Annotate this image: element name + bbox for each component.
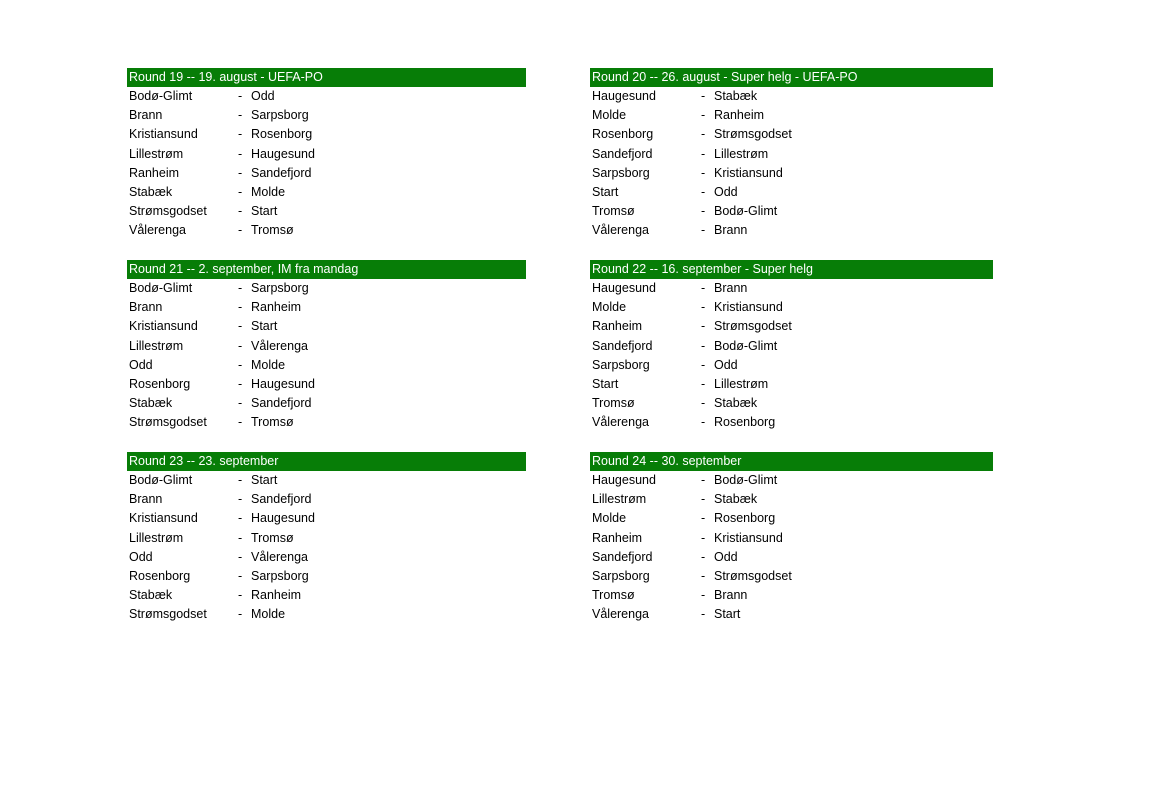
away-team: Stabæk xyxy=(714,89,758,103)
match-separator: - xyxy=(238,376,243,391)
away-team: Ranheim xyxy=(251,300,302,315)
match-separator: - xyxy=(701,549,706,564)
round-block xyxy=(590,260,993,433)
match-separator: - xyxy=(238,492,243,507)
match-row xyxy=(127,605,526,624)
away-team: Start xyxy=(251,204,278,219)
home-team: Lillestrøm xyxy=(592,492,647,507)
match-row xyxy=(590,298,993,317)
match-row xyxy=(590,202,993,221)
match-separator: - xyxy=(701,511,706,526)
home-team: Bodø-Glimt xyxy=(129,89,193,103)
home-team: Sandefjord xyxy=(592,338,653,353)
match-separator: - xyxy=(701,415,706,430)
home-team: Vålerenga xyxy=(129,223,186,238)
match-separator: - xyxy=(238,588,243,603)
home-team: Stabæk xyxy=(129,588,173,603)
match-separator: - xyxy=(238,146,243,161)
away-team: Odd xyxy=(714,357,738,372)
match-row xyxy=(127,394,526,413)
round-header: Round 22 -- 16. september - Super helg xyxy=(590,260,993,279)
home-team: Strømsgodset xyxy=(129,204,207,219)
match-separator: - xyxy=(701,165,706,180)
home-team: Tromsø xyxy=(592,588,635,603)
away-team: Strømsgodset xyxy=(714,568,792,583)
round-block xyxy=(590,452,993,625)
away-team: Sarpsborg xyxy=(251,108,309,123)
round-block xyxy=(127,260,526,433)
home-team: Tromsø xyxy=(592,396,635,411)
home-team: Lillestrøm xyxy=(129,146,184,161)
away-team: Molde xyxy=(251,357,286,372)
match-row xyxy=(127,221,526,240)
match-separator: - xyxy=(238,184,243,199)
away-team: Rosenborg xyxy=(251,127,313,142)
match-separator: - xyxy=(238,300,243,315)
round-header: Round 19 -- 19. august - UEFA-PO xyxy=(127,68,526,87)
away-team: Brann xyxy=(714,281,748,295)
home-team: Vålerenga xyxy=(592,223,649,238)
match-separator: - xyxy=(701,357,706,372)
match-separator: - xyxy=(238,281,243,295)
match-row xyxy=(127,356,526,375)
round-header: Round 20 -- 26. august - Super helg - UEFA-PO xyxy=(590,68,993,87)
home-team: Bodø-Glimt xyxy=(129,473,193,487)
home-team: Ranheim xyxy=(129,165,180,180)
home-team: Lillestrøm xyxy=(129,338,184,353)
home-team: Kristiansund xyxy=(129,511,198,526)
match-separator: - xyxy=(701,376,706,391)
match-separator: - xyxy=(701,530,706,545)
away-team: Haugesund xyxy=(251,376,315,391)
match-row xyxy=(590,413,993,432)
home-team: Odd xyxy=(129,357,153,372)
match-row xyxy=(590,279,993,298)
match-row xyxy=(590,356,993,375)
home-team: Rosenborg xyxy=(592,127,654,142)
home-team: Odd xyxy=(129,549,153,564)
away-team: Tromsø xyxy=(251,223,294,238)
match-row xyxy=(590,509,993,528)
match-row xyxy=(127,145,526,164)
home-team: Start xyxy=(592,376,619,391)
home-team: Stabæk xyxy=(129,184,173,199)
match-separator: - xyxy=(701,223,706,238)
away-team: Haugesund xyxy=(251,146,315,161)
match-separator: - xyxy=(701,568,706,583)
away-team: Sandefjord xyxy=(251,396,312,411)
away-team: Start xyxy=(251,473,278,487)
match-row xyxy=(127,548,526,567)
home-team: Vålerenga xyxy=(592,415,649,430)
home-team: Stabæk xyxy=(129,396,173,411)
match-separator: - xyxy=(238,473,243,487)
match-row xyxy=(590,221,993,240)
home-team: Kristiansund xyxy=(129,319,198,334)
match-row xyxy=(127,375,526,394)
match-separator: - xyxy=(238,338,243,353)
home-team: Sandefjord xyxy=(592,146,653,161)
match-separator: - xyxy=(238,89,243,103)
match-separator: - xyxy=(701,607,706,622)
home-team: Brann xyxy=(129,108,163,123)
round-block xyxy=(127,452,526,625)
home-team: Haugesund xyxy=(592,89,656,103)
match-row xyxy=(590,164,993,183)
match-row xyxy=(127,337,526,356)
match-row xyxy=(590,317,993,336)
match-row xyxy=(127,413,526,432)
away-team: Sandefjord xyxy=(251,165,312,180)
match-separator: - xyxy=(701,204,706,219)
home-team: Haugesund xyxy=(592,281,656,295)
away-team: Kristiansund xyxy=(714,165,783,180)
match-separator: - xyxy=(238,511,243,526)
away-team: Vålerenga xyxy=(251,338,308,353)
away-team: Odd xyxy=(251,89,275,103)
match-row xyxy=(590,586,993,605)
home-team: Sarpsborg xyxy=(592,568,650,583)
match-separator: - xyxy=(238,223,243,238)
home-team: Molde xyxy=(592,300,627,315)
round-header: Round 23 -- 23. september xyxy=(127,452,526,471)
away-team: Strømsgodset xyxy=(714,127,792,142)
match-row xyxy=(127,471,526,490)
match-row xyxy=(127,202,526,221)
match-separator: - xyxy=(701,492,706,507)
match-separator: - xyxy=(238,396,243,411)
match-row xyxy=(127,87,526,106)
away-team: Tromsø xyxy=(251,530,294,545)
away-team: Tromsø xyxy=(251,415,294,430)
away-team: Start xyxy=(251,319,278,334)
match-row xyxy=(590,183,993,202)
away-team: Sarpsborg xyxy=(251,568,309,583)
away-team: Brann xyxy=(714,588,748,603)
match-row xyxy=(590,394,993,413)
home-team: Start xyxy=(592,184,619,199)
away-team: Bodø-Glimt xyxy=(714,204,778,219)
away-team: Lillestrøm xyxy=(714,376,769,391)
away-team: Stabæk xyxy=(714,492,758,507)
home-team: Sandefjord xyxy=(592,549,653,564)
home-team: Ranheim xyxy=(592,530,643,545)
match-row xyxy=(127,125,526,144)
home-team: Brann xyxy=(129,492,163,507)
home-team: Brann xyxy=(129,300,163,315)
away-team: Kristiansund xyxy=(714,530,783,545)
home-team: Strømsgodset xyxy=(129,415,207,430)
match-row xyxy=(127,509,526,528)
away-team: Rosenborg xyxy=(714,511,776,526)
match-separator: - xyxy=(238,415,243,430)
match-row xyxy=(590,471,993,490)
match-row xyxy=(590,529,993,548)
match-row xyxy=(590,548,993,567)
away-team: Rosenborg xyxy=(714,415,776,430)
match-separator: - xyxy=(701,281,706,295)
home-team: Sarpsborg xyxy=(592,357,650,372)
home-team: Bodø-Glimt xyxy=(129,281,193,295)
match-row xyxy=(590,125,993,144)
match-separator: - xyxy=(238,357,243,372)
match-separator: - xyxy=(701,108,706,123)
away-team: Ranheim xyxy=(714,108,765,123)
match-row xyxy=(590,145,993,164)
home-team: Lillestrøm xyxy=(129,530,184,545)
away-team: Molde xyxy=(251,184,286,199)
match-row xyxy=(590,605,993,624)
away-team: Lillestrøm xyxy=(714,146,769,161)
match-row xyxy=(127,317,526,336)
match-row xyxy=(590,490,993,509)
away-team: Vålerenga xyxy=(251,549,308,564)
match-separator: - xyxy=(701,319,706,334)
match-row xyxy=(590,337,993,356)
match-separator: - xyxy=(238,530,243,545)
match-row xyxy=(127,164,526,183)
match-separator: - xyxy=(701,473,706,487)
home-team: Strømsgodset xyxy=(129,607,207,622)
away-team: Odd xyxy=(714,549,738,564)
away-team: Start xyxy=(714,607,741,622)
home-team: Rosenborg xyxy=(129,376,191,391)
away-team: Haugesund xyxy=(251,511,315,526)
match-separator: - xyxy=(701,338,706,353)
away-team: Odd xyxy=(714,184,738,199)
away-team: Bodø-Glimt xyxy=(714,473,778,487)
match-row xyxy=(590,87,993,106)
away-team: Strømsgodset xyxy=(714,319,792,334)
home-team: Molde xyxy=(592,511,627,526)
away-team: Stabæk xyxy=(714,396,758,411)
match-separator: - xyxy=(238,568,243,583)
home-team: Molde xyxy=(592,108,627,123)
match-separator: - xyxy=(238,607,243,622)
round-block xyxy=(590,68,993,241)
home-team: Vålerenga xyxy=(592,607,649,622)
home-team: Tromsø xyxy=(592,204,635,219)
match-separator: - xyxy=(701,300,706,315)
match-separator: - xyxy=(238,549,243,564)
match-separator: - xyxy=(701,89,706,103)
match-row xyxy=(127,490,526,509)
match-separator: - xyxy=(238,127,243,142)
home-team: Rosenborg xyxy=(129,568,191,583)
match-row xyxy=(127,529,526,548)
round-header: Round 24 -- 30. september xyxy=(590,452,993,471)
match-separator: - xyxy=(701,146,706,161)
round-header: Round 21 -- 2. september, IM fra mandag xyxy=(127,260,526,279)
home-team: Haugesund xyxy=(592,473,656,487)
away-team: Kristiansund xyxy=(714,300,783,315)
match-row xyxy=(127,298,526,317)
match-row xyxy=(127,183,526,202)
away-team: Sarpsborg xyxy=(251,281,309,295)
match-row xyxy=(127,586,526,605)
away-team: Molde xyxy=(251,607,286,622)
away-team: Ranheim xyxy=(251,588,302,603)
away-team: Brann xyxy=(714,223,748,238)
home-team: Kristiansund xyxy=(129,127,198,142)
match-row xyxy=(590,567,993,586)
home-team: Sarpsborg xyxy=(592,165,650,180)
match-row xyxy=(127,567,526,586)
away-team: Bodø-Glimt xyxy=(714,338,778,353)
match-row xyxy=(590,375,993,394)
match-row xyxy=(127,279,526,298)
match-separator: - xyxy=(701,184,706,199)
match-separator: - xyxy=(701,396,706,411)
away-team: Sandefjord xyxy=(251,492,312,507)
match-separator: - xyxy=(238,165,243,180)
match-separator: - xyxy=(238,319,243,334)
match-separator: - xyxy=(238,108,243,123)
match-separator: - xyxy=(701,588,706,603)
match-row xyxy=(590,106,993,125)
match-separator: - xyxy=(701,127,706,142)
round-block xyxy=(127,68,526,241)
home-team: Ranheim xyxy=(592,319,643,334)
match-row xyxy=(127,106,526,125)
match-separator: - xyxy=(238,204,243,219)
